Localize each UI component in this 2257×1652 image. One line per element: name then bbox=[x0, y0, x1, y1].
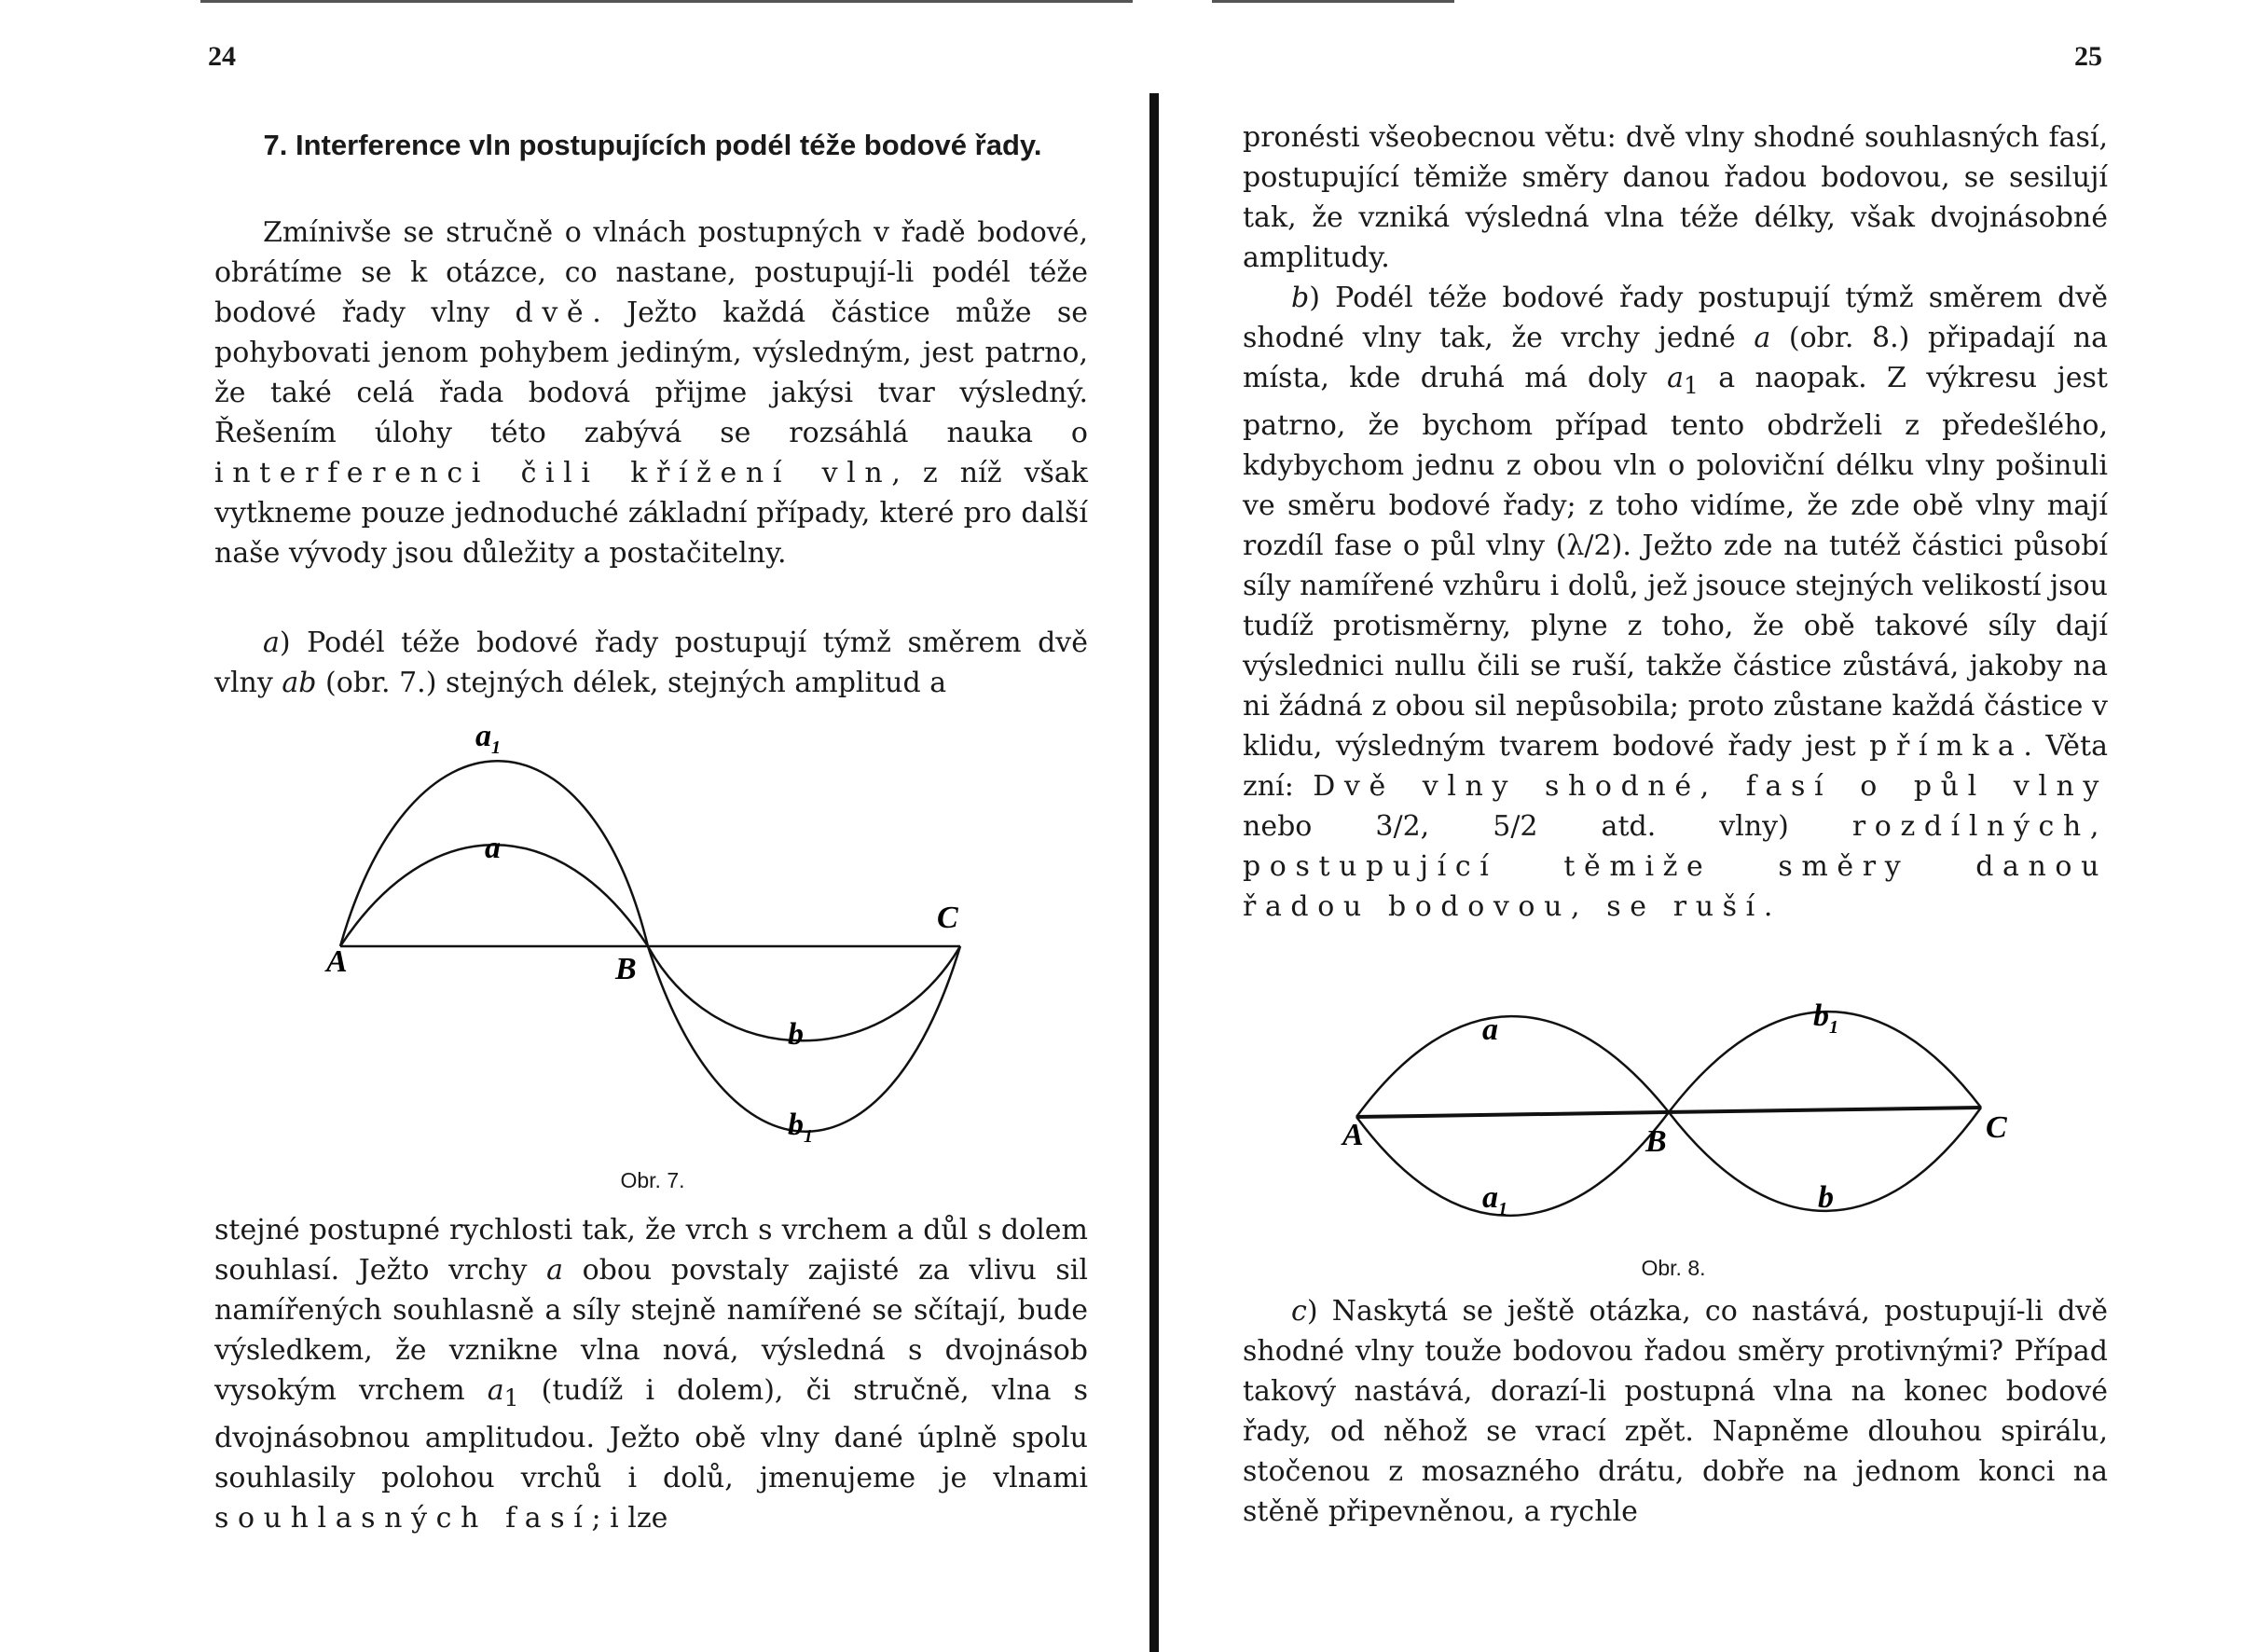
case-letter: c bbox=[1291, 1295, 1307, 1328]
label-b1-sub: 1 bbox=[1829, 1017, 1838, 1038]
emphasis-text: přímka bbox=[1869, 730, 2024, 763]
paragraph-text: nebo 3/2, 5/2 atd. vlny) bbox=[1243, 810, 1789, 843]
emphasis-text: souhlasných fasí bbox=[214, 1502, 592, 1535]
figure-8 bbox=[1342, 998, 2014, 1249]
figure-7-caption: Obr. 7. bbox=[620, 1168, 685, 1192]
right-page bbox=[1161, 0, 2257, 1652]
paragraph-text: , z níž však vytkneme pouze jednoduché základní případy, které pro další naše vývody jsou důležity a postačitelny. bbox=[214, 457, 1088, 570]
label-A: A bbox=[326, 944, 348, 979]
paragraph-text: (obr. 8.) připadají na místa, kde druhá má doly bbox=[1243, 322, 2108, 394]
paragraph-text: a naopak. Z výkresu jest patrno, že bychom případ tento obdrželi z předešlého, kdybychom jednu z obou vln o poloviční délku vlny pošinuli ve směru bodové řady; z toho vidíme, že zde obě vlny mají rozdíl fase o půl vlny (λ/2). Ježto zde na tutéž částici působí síly namířené vzhůru i dolů, jež jsouce stejných velikostí jsou tudíž protisměrny, plyne z toho, že obě takové síly dají výslednici nullu čili se ruší, takže částice zůstává, jakoby na ni žádná z obou sil nepůsobila; proto zůstane každá částice v klidu, výsledným tvarem bodové řady jest bbox=[1243, 362, 2108, 763]
paragraph-text: pronésti všeobecnou větu: dvě vlny shodné souhlasných fasí, postupující těmiže směry danou řadou bodovou, se sesilují tak, že vzniká výsledná vlna téže délky, však dvojnásobné amplitudy. bbox=[1243, 121, 2108, 274]
variable: ab bbox=[282, 667, 317, 699]
paragraph-case-a bbox=[214, 623, 1088, 703]
label-a: a bbox=[1482, 1012, 1498, 1047]
label-C: C bbox=[937, 901, 958, 935]
wave-b-curve bbox=[648, 946, 960, 1040]
emphasis-text: rozdílných, postupující těmiže směry danou řadou bodovou, se ruší bbox=[1243, 810, 2108, 923]
paragraph-text: obou povstaly zajisté za vlivu sil namířených souhlasně a síly stejně namířené se sčítají, bude výsledkem, že vznikne vlna nová, výsledná s dvojnásob vysokým vrchem bbox=[214, 1254, 1088, 1407]
emphasis-text: Dvě vlny shodné, fasí o půl vlny bbox=[1313, 770, 2108, 803]
label-b1-main: b bbox=[788, 1108, 804, 1142]
label-B: B bbox=[1645, 1124, 1667, 1159]
label-a1 bbox=[1482, 1180, 1507, 1219]
case-letter: b bbox=[1291, 282, 1310, 314]
variable: a bbox=[1667, 362, 1685, 394]
emphasis-text: dvě bbox=[515, 296, 593, 329]
paragraph-text: stejné postupné rychlosti tak, že vrch s vrchem a důl s dolem souhlasí. Ježto vrchy bbox=[214, 1214, 1088, 1287]
paragraph-text: (tudíž i dolem), či stručně, vlna s dvojnásobnou amplitudou. Ježto obě vlny dané úplně spolu souhlasily polohou vrchů i dolů, jmenujeme je vlnami bbox=[214, 1374, 1088, 1494]
wave-a1-curve bbox=[1356, 1112, 1669, 1216]
paragraph-rule bbox=[1243, 117, 2108, 278]
page-number: 25 bbox=[2074, 41, 2102, 72]
label-b1 bbox=[788, 1108, 813, 1147]
section-heading: 7. Interference vln postupujících podél téže bodové řady. bbox=[263, 129, 1042, 161]
paragraph-case-b bbox=[1243, 278, 2108, 927]
label-B: B bbox=[615, 952, 637, 986]
paragraph-text: Zmínivše se stručně o vlnách postupných v řadě bodové, obrátíme se k otázce, co nastane, postupují-li podél téže bodové řady vlny bbox=[214, 216, 1088, 329]
paragraph-text: . bbox=[1763, 890, 1773, 923]
paragraph-intro bbox=[214, 213, 1088, 573]
wave-b1-curve bbox=[648, 946, 960, 1132]
label-a1-sub: 1 bbox=[1498, 1199, 1507, 1219]
label-b: b bbox=[788, 1017, 804, 1052]
label-a1-sub: 1 bbox=[491, 737, 501, 758]
variable: a bbox=[487, 1374, 504, 1407]
label-b1 bbox=[1813, 998, 1838, 1038]
paragraph-continued bbox=[214, 1210, 1088, 1538]
case-letter: a bbox=[263, 626, 280, 659]
paragraph-text: ) Podél téže bodové řady postupují týmž směrem dvě vlny bbox=[214, 626, 1088, 699]
label-a1-main: a bbox=[1482, 1180, 1498, 1215]
emphasis-text: interferenci čili křížení vln bbox=[214, 457, 892, 489]
wave-a-curve bbox=[1356, 1016, 1669, 1117]
label-b1-main: b bbox=[1813, 998, 1829, 1033]
subscript: 1 bbox=[1684, 372, 1699, 399]
paragraph-text: ; i lze bbox=[591, 1502, 668, 1535]
label-C: C bbox=[1986, 1110, 2007, 1145]
label-b: b bbox=[1818, 1180, 1834, 1215]
figure-8-caption: Obr. 8. bbox=[1641, 1256, 1706, 1280]
paragraph-case-c bbox=[1243, 1291, 2108, 1532]
figure-7 bbox=[326, 718, 998, 1165]
variable: a bbox=[546, 1254, 563, 1287]
label-A: A bbox=[1342, 1118, 1364, 1152]
paragraph-text: (obr. 7.) stejných délek, stejných amplitud a bbox=[325, 667, 947, 699]
label-b1-sub: 1 bbox=[804, 1126, 813, 1147]
book-spine bbox=[1149, 93, 1159, 1652]
paragraph-text: . Věta zní: bbox=[1243, 730, 2108, 803]
paragraph-text: . Ježto každá částice může se pohybovati jenom pohybem jediným, výsledným, jest patrno, že také celá řada bodová přijme jakýsi tvar výsledný. Řešením úlohy této zabývá se rozsáhlá nauka o bbox=[214, 296, 1088, 449]
label-a1 bbox=[475, 719, 501, 758]
label-a: a bbox=[485, 831, 501, 865]
label-a1-main: a bbox=[475, 719, 491, 753]
page-number: 24 bbox=[208, 41, 236, 72]
subscript: 1 bbox=[503, 1384, 519, 1411]
paragraph-text: ) Naskytá se ještě otázka, co nastává, postupují-li dvě shodné vlny touže bodovou řadou směry protivnými? Případ takový nastává, dorazí-li postupná vlna na konec bodové řady, od něhož se vrací zpět. Napněme dlouhou spirálu, stočenou z mosazného drátu, dobře na jednom konci na stěně připevněnou, a rychle bbox=[1243, 1295, 2108, 1528]
variable: a bbox=[1754, 322, 1771, 354]
paragraph-text: ) Podél téže bodové řady postupují týmž směrem dvě shodné vlny tak, že vrchy jedné bbox=[1243, 282, 2108, 354]
